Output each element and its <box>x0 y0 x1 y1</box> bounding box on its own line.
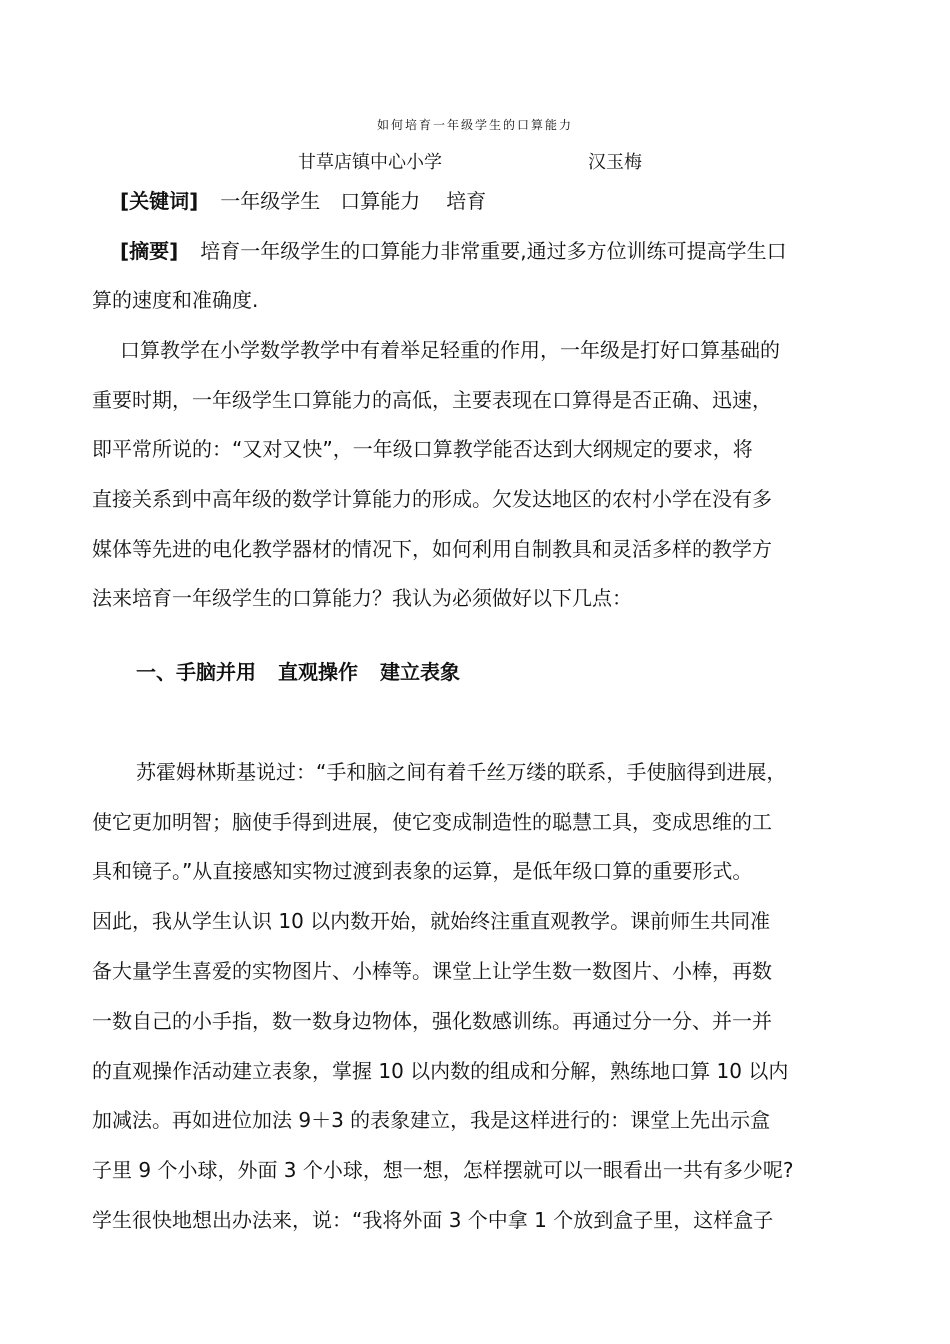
paragraph-line: 因此，我从学生认识 10 以内数开始，就始终注重直观教学。课前师生共同准 <box>92 909 771 933</box>
keyword: 培育 <box>446 189 487 213</box>
paragraph-line: 的直观操作活动建立表象，掌握 10 以内数的组成和分解，熟练地口算 10 以内 <box>92 1059 789 1083</box>
paragraph-line: 直接关系到中高年级的数学计算能力的形成。欠发达地区的农村小学在没有多 <box>92 487 772 511</box>
paragraph-line: 具和镜子。”从直接感知实物过渡到表象的运算，是低年级口算的重要形式。 <box>92 859 753 883</box>
paragraph-line: 学生很快地想出办法来，说：“我将外面 3 个中拿 1 个放到盒子里，这样盒子 <box>92 1208 774 1232</box>
paragraph-line: 一数自己的小手指，数一数身边物体，强化数感训练。再通过分一分、并一并 <box>92 1009 772 1033</box>
abstract-line: 算的速度和准确度. <box>92 288 259 312</box>
section-heading: 一、手脑并用 直观操作 建立表象 <box>136 660 460 684</box>
keywords-label: [关键词] <box>120 189 199 213</box>
school-name: 甘草店镇中心小学 <box>298 152 442 173</box>
abstract-text: 培育一年级学生的口算能力非常重要,通过多方位训练可提高学生口 <box>200 239 787 263</box>
paragraph-line: 子里 9 个小球，外面 3 个小球，想一想，怎样摆就可以一眼看出一共有多少呢? <box>92 1158 794 1182</box>
paragraph-line: 媒体等先进的电化教学器材的情况下，如何利用自制教具和灵活多样的教学方 <box>92 537 772 561</box>
keywords-line <box>120 186 486 216</box>
paragraph-line: 即平常所说的：“又对又快”，一年级口算教学能否达到大纲规定的要求，将 <box>92 437 753 461</box>
abstract-line <box>120 236 787 266</box>
document-title: 如何培育一年级学生的口算能力 <box>376 118 573 132</box>
paragraph-line: 法来培育一年级学生的口算能力？我认为必须做好以下几点： <box>92 586 632 610</box>
paragraph-line: 备大量学生喜爱的实物图片、小棒等。课堂上让学生数一数图片、小棒，再数 <box>92 959 772 983</box>
keyword: 口算能力 <box>340 189 421 213</box>
paragraph-line: 重要时期，一年级学生口算能力的高低，主要表现在口算得是否正确、迅速， <box>92 388 772 412</box>
author-name: 汉玉梅 <box>588 152 642 173</box>
paragraph-line: 苏霍姆林斯基说过：“手和脑之间有着千丝万缕的联系，手使脑得到进展， <box>136 760 787 784</box>
paragraph-line: 使它更加明智；脑使手得到进展，使它变成制造性的聪慧工具，变成思维的工 <box>92 810 772 834</box>
paragraph-line: 加减法。再如进位加法 9＋3 的表象建立，我是这样进行的：课堂上先出示盒 <box>92 1108 771 1132</box>
keyword: 一年级学生 <box>220 189 321 213</box>
paragraph-line: 口算教学在小学数学教学中有着举足轻重的作用，一年级是打好口算基础的 <box>120 338 780 362</box>
abstract-label: [摘要] <box>120 239 179 263</box>
